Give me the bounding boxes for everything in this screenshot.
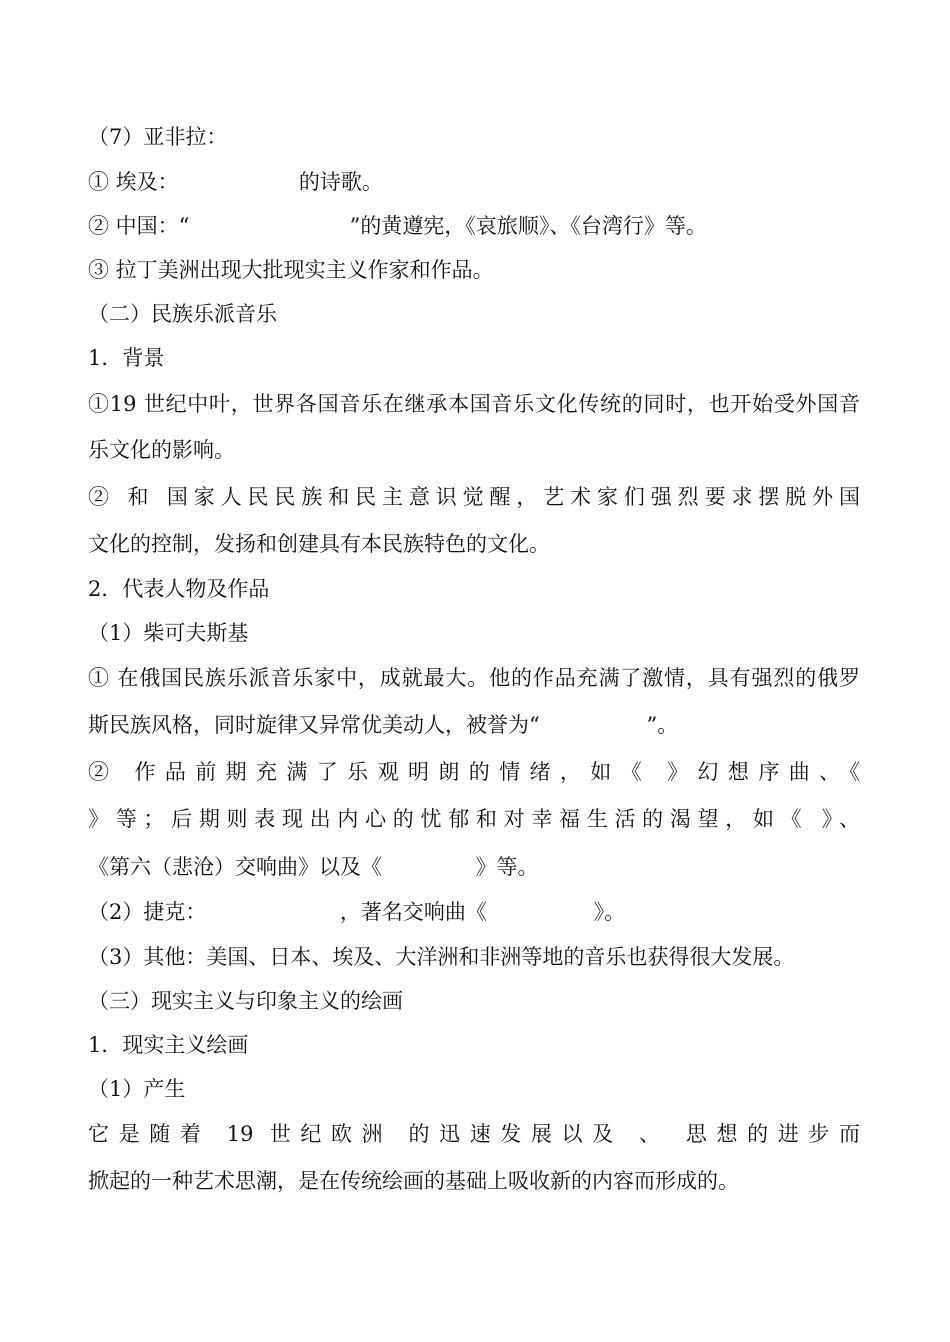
heading-asia-africa-latin: （7）亚非拉： <box>88 125 228 149</box>
section-painting: （三）现实主义与印象主义的绘画 <box>88 989 403 1013</box>
paragraph-origin-a: 它是随着 19 世纪欧洲 的迅速发展以及 、 思想的进步而 <box>88 1122 860 1146</box>
paragraph-background-2a: ② 和 国家人民民族和民主意识觉醒，艺术家们强烈要求摆脱外国 <box>88 485 860 509</box>
item-egypt: ① 埃及： 的诗歌。 <box>88 170 383 194</box>
item-czech: （2）捷克： ，著名交响曲《 》。 <box>88 900 626 924</box>
paragraph-background-2b: 文化的控制，发扬和创建具有本民族特色的文化。 <box>88 532 550 556</box>
subheading-realist-painting: 1．现实主义绘画 <box>88 1033 249 1057</box>
paragraph-origin-b: 掀起的一种艺术思潮，是在传统绘画的基础上吸收新的内容而形成的。 <box>88 1169 739 1193</box>
paragraph-tchaikovsky-1a: ① 在俄国民族乐派音乐家中，成就最大。他的作品充满了激情，具有强烈的俄罗 <box>88 666 860 690</box>
paragraph-tchaikovsky-2c: 《第六（悲沧）交响曲》以及《 》等。 <box>88 855 539 879</box>
item-others: （3）其他：美国、日本、埃及、大洋洲和非洲等地的音乐也获得很大发展。 <box>88 945 795 969</box>
item-latin-america: ③ 拉丁美洲出现大批现实主义作家和作品。 <box>88 258 494 282</box>
paragraph-background-1b: 乐文化的影响。 <box>88 438 235 462</box>
paragraph-tchaikovsky-1b: 斯民族风格，同时旋律又异常优美动人，被誉为“ ”。 <box>88 713 679 737</box>
paragraph-tchaikovsky-2b: 》等；后期则表现出内心的忧郁和对幸福生活的渴望，如《 》、 <box>88 807 860 831</box>
section-national-music: （二）民族乐派音乐 <box>88 302 277 326</box>
paragraph-tchaikovsky-2a: ② 作品前期充满了乐观明朗的情绪，如《 》幻想序曲、《 <box>88 760 860 784</box>
heading-origin: （1）产生 <box>88 1077 186 1101</box>
paragraph-background-1a: ①19 世纪中叶，世界各国音乐在继承本国音乐文化传统的同时，也开始受外国音 <box>88 392 860 416</box>
heading-tchaikovsky: （1）柴可夫斯基 <box>88 621 249 645</box>
subheading-representatives: 2．代表人物及作品 <box>88 577 270 601</box>
subheading-background: 1．背景 <box>88 346 165 370</box>
item-china: ② 中国：“ ”的黄遵宪，《哀旅顺》、《台湾行》等。 <box>88 214 707 238</box>
